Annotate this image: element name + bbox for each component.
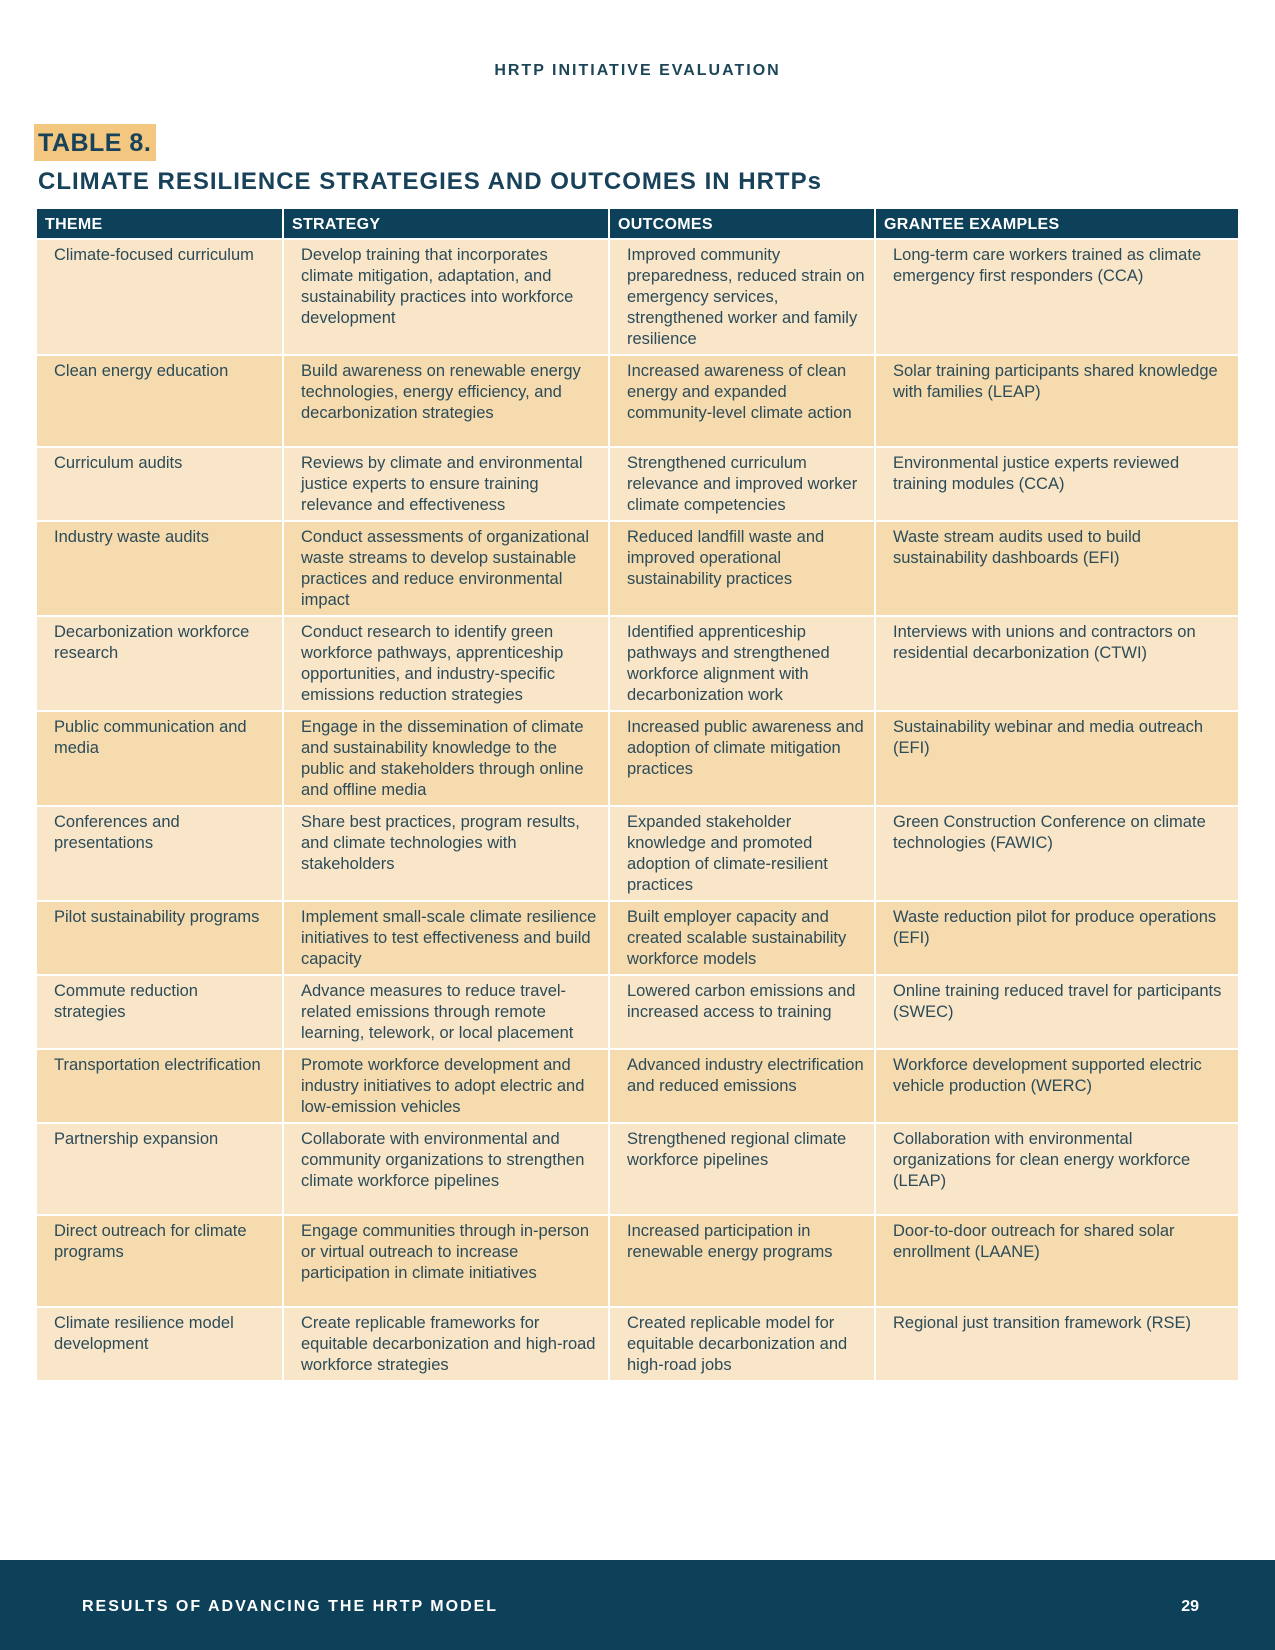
strategy-cell: Collaborate with environmental and community organizations to strengthen climate workforce pipelines — [283, 1123, 609, 1215]
outcomes-cell: Increased awareness of clean energy and expanded community-level climate action — [609, 355, 875, 447]
outcomes-cell: Increased public awareness and adoption of climate mitigation practices — [609, 711, 875, 806]
theme-cell: Direct outreach for climate programs — [37, 1215, 283, 1307]
outcomes-cell: Lowered carbon emissions and increased access to training — [609, 975, 875, 1049]
outcomes-cell: Improved community preparedness, reduced strain on emergency services, strengthened worker and family resilience — [609, 239, 875, 355]
grantee-example-cell: Collaboration with environmental organizations for clean energy workforce (LEAP) — [875, 1123, 1238, 1215]
grantee-example-cell: Long-term care workers trained as climate emergency first responders (CCA) — [875, 239, 1238, 355]
grantee-example-cell: Green Construction Conference on climate technologies (FAWIC) — [875, 806, 1238, 901]
table-row — [37, 616, 1238, 711]
strategies-table — [37, 209, 1238, 1380]
table-row — [37, 1123, 1238, 1215]
theme-cell: Industry waste audits — [37, 521, 283, 616]
outcomes-cell: Identified apprenticeship pathways and strengthened workforce alignment with decarbonization work — [609, 616, 875, 711]
table-row — [37, 806, 1238, 901]
grantee-example-cell: Online training reduced travel for participants (SWEC) — [875, 975, 1238, 1049]
theme-cell: Partnership expansion — [37, 1123, 283, 1215]
strategy-cell: Implement small-scale climate resilience initiatives to test effectiveness and build capacity — [283, 901, 609, 975]
strategy-cell: Develop training that incorporates climate mitigation, adaptation, and sustainability practices into workforce development — [283, 239, 609, 355]
outcomes-cell: Built employer capacity and created scalable sustainability workforce models — [609, 901, 875, 975]
theme-cell: Decarbonization workforce research — [37, 616, 283, 711]
table-row — [37, 355, 1238, 447]
page-number: 29 — [1181, 1598, 1199, 1615]
column-header-strategy: STRATEGY — [283, 209, 609, 239]
table-row — [37, 239, 1238, 355]
grantee-example-cell: Solar training participants shared knowledge with families (LEAP) — [875, 355, 1238, 447]
theme-cell: Public communication and media — [37, 711, 283, 806]
theme-cell: Curriculum audits — [37, 447, 283, 521]
table-row — [37, 1307, 1238, 1380]
grantee-example-cell: Waste reduction pilot for produce operations (EFI) — [875, 901, 1238, 975]
grantee-example-cell: Waste stream audits used to build sustainability dashboards (EFI) — [875, 521, 1238, 616]
theme-cell: Climate resilience model development — [37, 1307, 283, 1380]
running-header: HRTP INITIATIVE EVALUATION — [494, 62, 781, 79]
outcomes-cell: Advanced industry electrification and reduced emissions — [609, 1049, 875, 1123]
grantee-example-cell: Interviews with unions and contractors on residential decarbonization (CTWI) — [875, 616, 1238, 711]
theme-cell: Climate-focused curriculum — [37, 239, 283, 355]
grantee-example-cell: Sustainability webinar and media outreach (EFI) — [875, 711, 1238, 806]
grantee-example-cell: Workforce development supported electric vehicle production (WERC) — [875, 1049, 1238, 1123]
table-title: CLIMATE RESILIENCE STRATEGIES AND OUTCOMES IN HRTPs — [38, 168, 822, 195]
outcomes-cell: Increased participation in renewable energy programs — [609, 1215, 875, 1307]
strategy-cell: Share best practices, program results, and climate technologies with stakeholders — [283, 806, 609, 901]
strategy-cell: Engage in the dissemination of climate and sustainability knowledge to the public and stakeholders through online and offline media — [283, 711, 609, 806]
strategy-cell: Promote workforce development and industry initiatives to adopt electric and low-emission vehicles — [283, 1049, 609, 1123]
table-row — [37, 1215, 1238, 1307]
strategy-cell: Conduct research to identify green workforce pathways, apprenticeship opportunities, and industry-specific emissions reduction strategies — [283, 616, 609, 711]
column-header-theme: THEME — [37, 209, 283, 239]
table-row — [37, 901, 1238, 975]
theme-cell: Pilot sustainability programs — [37, 901, 283, 975]
table-row — [37, 1049, 1238, 1123]
strategy-cell: Conduct assessments of organizational waste streams to develop sustainable practices and reduce environmental impact — [283, 521, 609, 616]
strategy-cell: Reviews by climate and environmental justice experts to ensure training relevance and effectiveness — [283, 447, 609, 521]
table-row — [37, 447, 1238, 521]
outcomes-cell: Strengthened curriculum relevance and improved worker climate competencies — [609, 447, 875, 521]
theme-cell: Conferences and presentations — [37, 806, 283, 901]
table-header-row — [37, 209, 1238, 239]
strategy-cell: Build awareness on renewable energy technologies, energy efficiency, and decarbonization strategies — [283, 355, 609, 447]
table-row — [37, 521, 1238, 616]
theme-cell: Clean energy education — [37, 355, 283, 447]
outcomes-cell: Created replicable model for equitable decarbonization and high-road jobs — [609, 1307, 875, 1380]
footer-band — [0, 1560, 1275, 1650]
grantee-example-cell: Environmental justice experts reviewed training modules (CCA) — [875, 447, 1238, 521]
outcomes-cell: Reduced landfill waste and improved operational sustainability practices — [609, 521, 875, 616]
strategy-cell: Create replicable frameworks for equitable decarbonization and high-road workforce strategies — [283, 1307, 609, 1380]
grantee-example-cell: Door-to-door outreach for shared solar enrollment (LAANE) — [875, 1215, 1238, 1307]
strategy-cell: Advance measures to reduce travel-related emissions through remote learning, telework, or local placement — [283, 975, 609, 1049]
table-row — [37, 975, 1238, 1049]
outcomes-cell: Strengthened regional climate workforce pipelines — [609, 1123, 875, 1215]
grantee-example-cell: Regional just transition framework (RSE) — [875, 1307, 1238, 1380]
theme-cell: Commute reduction strategies — [37, 975, 283, 1049]
column-header-outcomes: OUTCOMES — [609, 209, 875, 239]
table-row — [37, 711, 1238, 806]
outcomes-cell: Expanded stakeholder knowledge and promoted adoption of climate-resilient practices — [609, 806, 875, 901]
column-header-grantee-examples: GRANTEE EXAMPLES — [875, 209, 1238, 239]
strategy-cell: Engage communities through in-person or virtual outreach to increase participation in climate initiatives — [283, 1215, 609, 1307]
table-label: TABLE 8. — [34, 124, 156, 161]
footer-section-title: RESULTS OF ADVANCING THE HRTP MODEL — [82, 1598, 499, 1615]
theme-cell: Transportation electrification — [37, 1049, 283, 1123]
